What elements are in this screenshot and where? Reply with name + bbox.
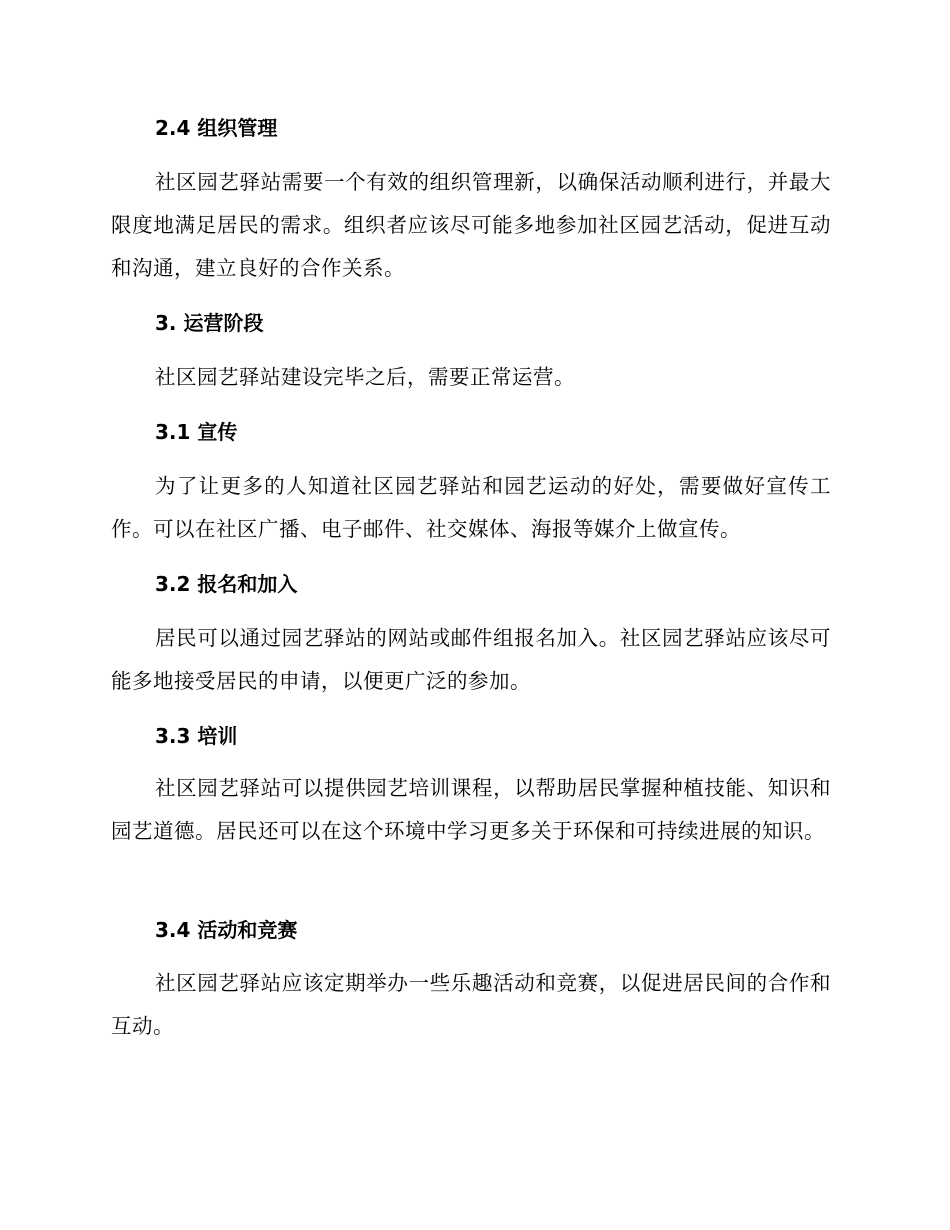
section-heading-2-4: 2.4 组织管理 [155,116,278,140]
section-heading-3-2: 3.2 报名和加入 [155,572,298,596]
section-heading-3-1: 3.1 宣传 [155,420,238,444]
section-paragraph-3-2: 居民可以通过园艺驿站的网站或邮件组报名加入。社区园艺驿站应该尽可能多地接受居民的申请，以便更广泛的参加。 [111,626,831,693]
section-heading-3-3: 3.3 培训 [155,724,238,748]
section-paragraph-3: 社区园艺驿站建设完毕之后，需要正常运营。 [155,365,575,389]
section-paragraph-3-1: 为了让更多的人知道社区园艺驿站和园艺运动的好处，需要做好宣传工作。可以在社区广播、电子邮件、社交媒体、海报等媒介上做宣传。 [111,474,831,541]
section-heading-3: 3. 运营阶段 [155,311,264,335]
section-paragraph-3-3: 社区园艺驿站可以提供园艺培训课程，以帮助居民掌握种植技能、知识和园艺道德。居民还可以在这个环境中学习更多关于环保和可持续进展的知识。 [111,776,831,843]
section-heading-3-4: 3.4 活动和竞赛 [155,918,298,942]
section-paragraph-2-4: 社区园艺驿站需要一个有效的组织管理新，以确保活动顺利进行，并最大限度地满足居民的需求。组织者应该尽可能多地参加社区园艺活动，促进互动和沟通，建立良好的合作关系。 [111,170,831,280]
section-paragraph-3-4: 社区园艺驿站应该定期举办一些乐趣活动和竞赛，以促进居民间的合作和互动。 [111,971,831,1038]
